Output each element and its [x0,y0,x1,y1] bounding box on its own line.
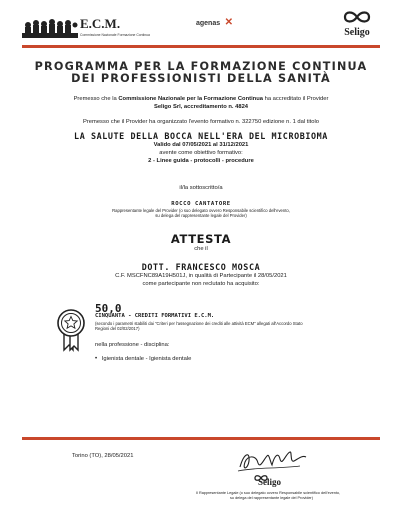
attesta-title: ATTESTA [170,232,232,246]
agenas-x-icon: ✕ [224,17,233,28]
header-divider [22,45,380,48]
profession-value: Igienista dentale - Igienista dentale [101,356,192,362]
signatory-role-line2: su delega del rappresentante legale del Provider) [155,213,247,218]
premise-provider: Seligo Srl, accreditamento n. 4824 [153,104,249,110]
credits-note-line1: (secondo i parametri stabiliti dai "Criteri per l'assegnazione dei crediti alle attività ECM" allegati all'Accordo Stato [95,321,303,326]
premise-commission-name: Commissione Nazionale per la Formazione Continua [118,96,263,102]
profession-label: nella professione - disciplina: [95,342,170,348]
ecm-logo-subtitle: Commissione Nazionale Formazione Continua [80,33,150,37]
participant-status: come partecipante non reclutato ha acquisito: [142,281,260,287]
credits-value: 50,0 [95,302,122,315]
premise-prefix: Premesso che la [73,96,119,102]
seligo-logo-header [332,10,382,44]
signatory-intro: il/la sottoscritto/a [179,185,223,191]
premise-suffix: ha accreditato il Provider [263,96,329,102]
seligo-logo-footer-text: Seligo [258,477,282,487]
footer-note-line2: su delega del rappresentante legale del Provider) [230,496,313,500]
credits-words: CINQUANTA - CREDITI FORMATIVI E.C.M. [95,313,215,319]
ecm-logo-text: E.C.M. [80,16,121,31]
participant-name: DOTT. FRANCESCO MOSCA [141,262,261,272]
attesta-subtitle: che il [194,246,208,252]
event-validity: Valido dal 07/05/2021 al 31/12/2021 [153,142,249,148]
profession-item [95,356,191,364]
premise-event: Premesso che il Provider ha organizzato l'evento formativo n. 322750 edizione n. 1 dal titolo [82,119,320,125]
participant-cf: C.F. MSCFNC89A19H501J, in qualità di Partecipante il 28/05/2021 [115,273,287,279]
signature [236,447,308,475]
signatory-role-line1: Rappresentante legale del Provider (o suo delegato ovvero Responsabile scientifico dell'evento, [112,208,290,213]
seligo-logo-footer [254,472,294,488]
award-ribbon-icon [56,308,86,352]
page-title-line1: PROGRAMMA PER LA FORMAZIONE CONTINUA [34,60,368,73]
premise-commission [0,96,402,104]
event-objective-label: avente come obiettivo formativo: [159,150,243,156]
footer-note-line1: Il Rappresentante Legale (o suo delegato ovvero Responsabile scientifico dell'evento, [196,491,341,495]
footer-divider [22,437,380,440]
bullet-icon: • [95,356,98,362]
seligo-logo-text: Seligo [344,27,370,38]
agenas-logo [196,12,236,26]
agenas-logo-text: agenas [196,20,221,27]
infinity-icon [343,10,371,24]
event-title: LA SALUTE DELLA BOCCA NELL'ERA DEL MICROBIOMA [74,131,328,141]
page-title-line2: DEI PROFESSIONISTI DELLA SANITÀ [71,72,331,85]
signatory-name: ROCCO CANTATORE [171,201,231,207]
event-objective: 2 - Linee guida - protocolli - procedure [148,158,254,164]
place-date: Torino (TO), 28/05/2021 [72,453,134,459]
ecm-people-icon [22,16,78,38]
credits-note-line2: Regioni del 02/02/2017) [95,326,140,331]
ecm-logo [22,10,150,44]
